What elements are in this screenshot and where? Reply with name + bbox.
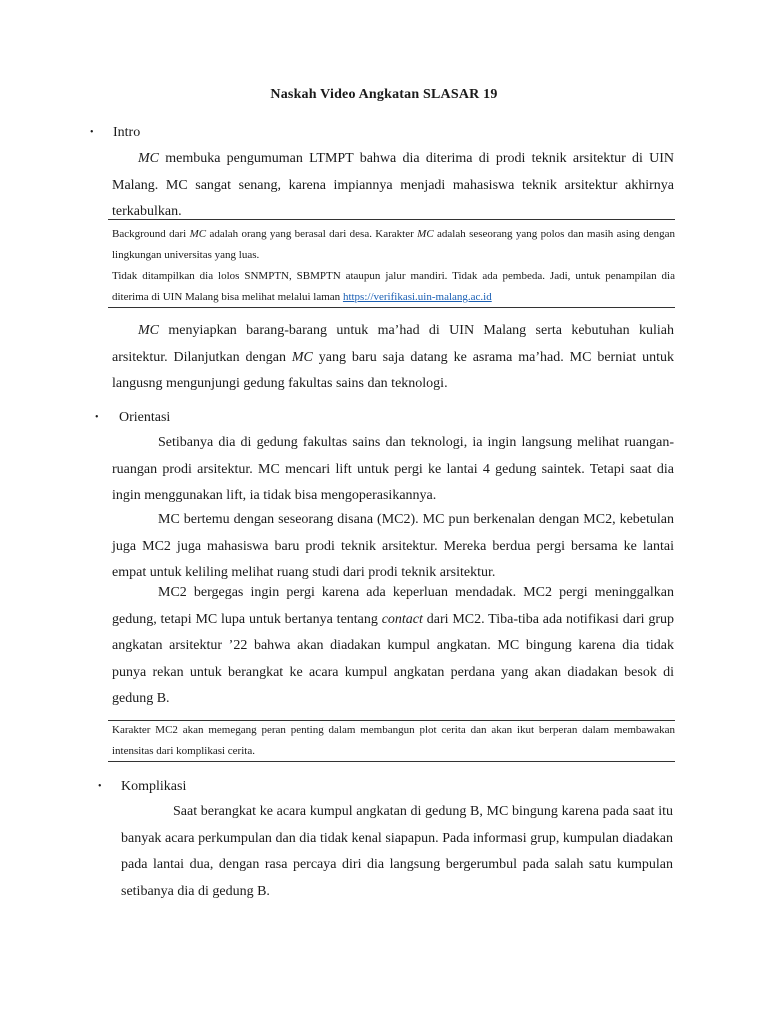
note-top-rule [108, 219, 675, 220]
section-heading-intro: Intro [113, 125, 141, 140]
section-heading-komplikasi: Komplikasi [121, 779, 187, 794]
bullet-komplikasi [98, 778, 298, 796]
intro-note-2: Tidak ditampilkan dia lolos SNMPTN, SBMPTN ataupun jalur mandiri. Tidak ada pembeda. Jadi, untuk penampilan dia diterima di UIN Malang bisa melihat melalui laman https://verifikasi.uin-malang.ac.id [112, 270, 675, 303]
bullet-icon: • [95, 412, 99, 423]
intro-paragraph-1: MC membuka pengumuman LTMPT bahwa dia diterima di prodi teknik arsitektur di UIN Malang. MC sangat senang, karena impiannya menjadi mahasiswa teknik arsitektur akhirnya terkabulkan. [112, 151, 674, 219]
bullet-orientasi [95, 409, 295, 427]
bullet-icon: • [98, 781, 102, 792]
intro-paragraph-2: MC menyiapkan barang-barang untuk ma’had di UIN Malang serta kebutuhan kuliah arsitektur. Dilanjutkan dengan MC yang baru saja datang ke asrama ma’had. MC berniat untuk langusng mengunjungi gedung fakultas sains dan teknologi. [112, 323, 674, 391]
section-heading-orientasi: Orientasi [119, 410, 171, 425]
contact-term: contact [381, 611, 423, 627]
verifikasi-link[interactable]: https://verifikasi.uin-malang.ac.id [342, 291, 492, 303]
bullet-intro [90, 124, 290, 142]
orientasi-paragraph-2: MC bertemu dengan seseorang disana (MC2). MC pun berkenalan dengan MC2, kebetulan juga MC2 juga mahasiswa baru prodi teknik arsitektur. Mereka berdua pergi bersama ke lantai empat untuk keliling melihat ruang studi dari prodi teknik arsitektur. [112, 512, 674, 580]
document-title: Naskah Video Angkatan SLASAR 19 [270, 87, 498, 102]
orientasi-paragraph-1: Setibanya dia di gedung fakultas sains dan teknologi, ia ingin langsung melihat ruangan-ruangan prodi arsitektur. MC mencari lift untuk pergi ke lantai 4 gedung saintek. Tetapi saat dia ingin menggunakan lift, ia tidak bisa mengoperasikannya. [112, 435, 674, 503]
orientasi-note: Karakter MC2 akan memegang peran penting dalam membangun plot cerita dan akan ikut berperan dalam membawakan intensitas dari komplikasi cerita. [112, 724, 675, 757]
note-bottom-rule [108, 307, 675, 308]
note-bottom-rule [108, 761, 675, 762]
komplikasi-paragraph-1: Saat berangkat ke acara kumpul angkatan di gedung B, MC bingung karena pada saat itu banyak acara perkumpulan dan dia tidak kenal siapapun. Pada informasi grup, kumpulan diadakan pada lantai dua, dengan rasa percaya diri dia langsung bergerumbul pada salah satu kumpulan setibanya dia di gedung B. [121, 804, 673, 899]
mc-term: MC [138, 151, 159, 166]
bullet-icon: • [90, 127, 94, 138]
orientasi-paragraph-3: MC2 bergegas ingin pergi karena ada keperluan mendadak. MC2 pergi meninggalkan gedung, tetapi MC lupa untuk bertanya tentang contact dari MC2. Tiba-tiba ada notifikasi dari grup angkatan arsitektur ’22 bahwa akan diadakan kumpul angkatan. MC bingung karena dia tidak punya rekan untuk berangkat ke acara kumpul angkatan perdana yang akan diadakan besok di gedung B. [112, 585, 674, 706]
intro-note-1: Background dari MC adalah orang yang berasal dari desa. Karakter MC adalah seseorang yang polos dan masih asing dengan lingkungan universitas yang luas. [112, 228, 675, 261]
